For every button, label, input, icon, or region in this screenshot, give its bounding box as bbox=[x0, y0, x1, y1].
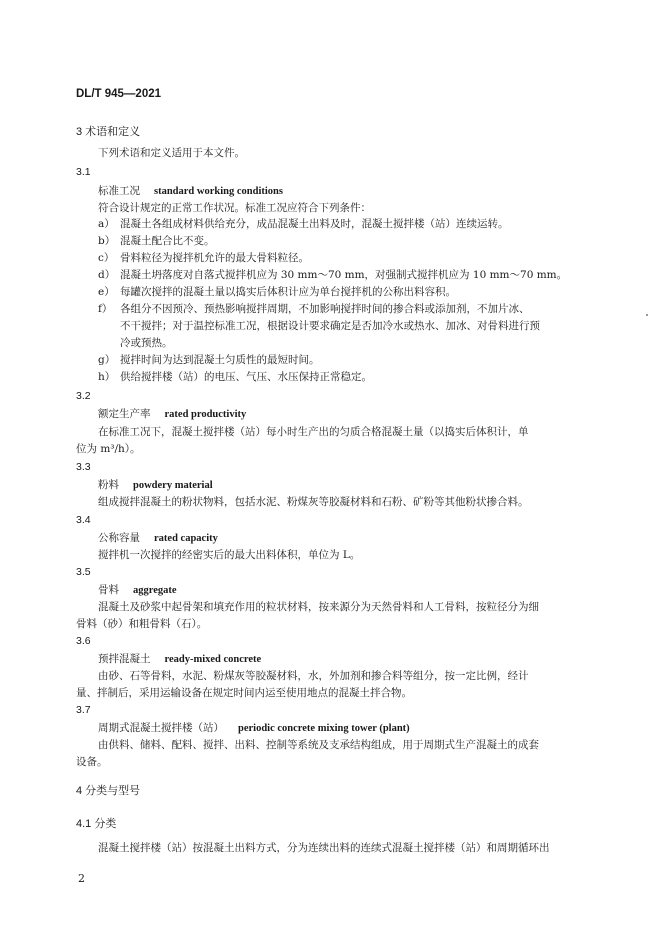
list-item-text: 搅拌时间为达到混凝土匀质性的最短时间。 bbox=[120, 354, 320, 366]
list-item-label: d） bbox=[98, 269, 116, 281]
list-item-text: 冷或预热。 bbox=[120, 337, 173, 349]
list-item-label: c） bbox=[98, 252, 115, 264]
list-item-text: 混凝土各组成材料供给充分，成品混凝土出料及时，混凝土搅拌楼（站）连续运转。 bbox=[120, 218, 509, 230]
term-3-6-number: 3.6 bbox=[76, 635, 91, 647]
list-item-label: g） bbox=[98, 354, 116, 366]
term-3-6-definition: 由砂、石等骨料，水泥、粉煤灰等胶凝材料，水，外加剂和掺合料等组分，按一定比例，经计 bbox=[98, 670, 529, 682]
term-3-4-en: rated capacity bbox=[154, 533, 218, 544]
section-4-1-body: 混凝土搅拌楼（站）按混凝土出料方式，分为连续出料的连续式混凝土搅拌楼（站）和周期循环出 bbox=[98, 842, 550, 854]
term-3-5-definition: 骨料（砂）和粗骨料（石）。 bbox=[76, 618, 208, 630]
term-3-7-number: 3.7 bbox=[76, 704, 91, 716]
term-3-4-title bbox=[98, 530, 218, 547]
page-number: 2 bbox=[78, 872, 85, 885]
term-3-2-en: rated productivity bbox=[164, 409, 247, 420]
term-3-5-number: 3.5 bbox=[76, 566, 91, 578]
term-3-5-title bbox=[98, 582, 177, 599]
term-3-5-zh: 骨料 bbox=[98, 584, 119, 596]
section-4-heading: 4 分类与型号 bbox=[76, 785, 141, 797]
scan-speck bbox=[646, 314, 648, 316]
list-item-label: b） bbox=[98, 235, 116, 247]
term-3-7-zh: 周期式混凝土搅拌楼（站） bbox=[98, 722, 224, 734]
term-3-5-definition: 混凝土及砂浆中起骨架和填充作用的粒状材料，按来源分为天然骨料和人工骨料，按粒径分为细 bbox=[98, 601, 539, 613]
term-3-1-definition: 符合设计规定的正常工作状况。标准工况应符合下列条件： bbox=[98, 202, 371, 214]
term-3-1-title bbox=[98, 183, 283, 200]
list-item-label: h） bbox=[98, 371, 116, 383]
term-3-2-title bbox=[98, 406, 246, 423]
list-item-text: 不干搅拌；对于温控标准工况，根据设计要求确定是否加冷水或热水、加冰、对骨料进行预 bbox=[120, 320, 540, 332]
list-item-text: 供给搅拌楼（站）的电压、气压、水压保持正常稳定。 bbox=[120, 371, 372, 383]
list-item-text: 混凝土坍落度对自落式搅拌机应为 30 mm～70 mm，对强制式搅拌机应为 10 mm～70 mm。 bbox=[120, 269, 568, 281]
list-item-label: a） bbox=[98, 218, 115, 230]
term-3-7-definition: 设备。 bbox=[76, 756, 108, 768]
term-3-1-number: 3.1 bbox=[76, 166, 91, 178]
term-3-6-definition: 量、拌制后，采用运输设备在规定时间内运至使用地点的混凝土拌合物。 bbox=[76, 687, 412, 699]
term-3-6-title bbox=[98, 651, 261, 668]
term-3-5-en: aggregate bbox=[133, 585, 177, 596]
term-3-3-zh: 粉料 bbox=[98, 479, 119, 491]
term-3-7-title bbox=[98, 720, 410, 737]
list-item-text: 混凝土配合比不变。 bbox=[120, 235, 215, 247]
term-3-7-definition: 由供料、储料、配料、搅拌、出料、控制等系统及支承结构组成，用于周期式生产混凝土的成套 bbox=[98, 739, 539, 751]
term-3-1-en: standard working conditions bbox=[154, 186, 283, 197]
term-3-1-zh: 标准工况 bbox=[98, 185, 140, 197]
term-3-6-en: ready-mixed concrete bbox=[164, 654, 262, 665]
section-3-intro: 下列术语和定义适用于本文件。 bbox=[98, 147, 245, 159]
term-3-2-definition: 在标准工况下，混凝土搅拌楼（站）每小时生产出的匀质合格混凝土量（以捣实后体积计，单 bbox=[98, 426, 529, 438]
term-3-3-definition: 组成搅拌混凝土的粉状物料，包括水泥、粉煤灰等胶凝材料和石粉、矿粉等其他粉状掺合料。 bbox=[98, 496, 529, 508]
list-item-text: 各组分不因预冷、预热影响搅拌周期，不加影响搅拌时间的掺合料或添加剂，不加片冰、 bbox=[120, 303, 530, 315]
term-3-4-number: 3.4 bbox=[76, 514, 91, 526]
term-3-3-number: 3.3 bbox=[76, 461, 91, 473]
section-4-1-heading: 4.1 分类 bbox=[76, 818, 117, 830]
term-3-3-en: powdery material bbox=[133, 480, 213, 491]
term-3-4-definition: 搅拌机一次搅拌的经密实后的最大出料体积，单位为 L。 bbox=[98, 549, 361, 561]
list-item-text: 每罐次搅拌的混凝土量以捣实后体积计应为单台搅拌机的公称出料容积。 bbox=[120, 286, 456, 298]
term-3-3-title bbox=[98, 477, 213, 494]
standard-code: DL/T 945—2021 bbox=[76, 88, 162, 100]
term-3-4-zh: 公称容量 bbox=[98, 532, 140, 544]
term-3-6-zh: 预拌混凝土 bbox=[98, 653, 151, 665]
term-3-7-en: periodic concrete mixing tower (plant) bbox=[238, 723, 410, 734]
term-3-2-number: 3.2 bbox=[76, 390, 91, 402]
term-3-2-zh: 额定生产率 bbox=[98, 408, 151, 420]
section-3-heading: 3 术语和定义 bbox=[76, 126, 141, 138]
term-3-2-definition: 位为 m³/h）。 bbox=[76, 443, 141, 455]
list-item-label: e） bbox=[98, 286, 115, 298]
list-item-text: 骨料粒径为搅拌机允许的最大骨料粒径。 bbox=[120, 252, 309, 264]
list-item-label: f） bbox=[98, 303, 113, 315]
